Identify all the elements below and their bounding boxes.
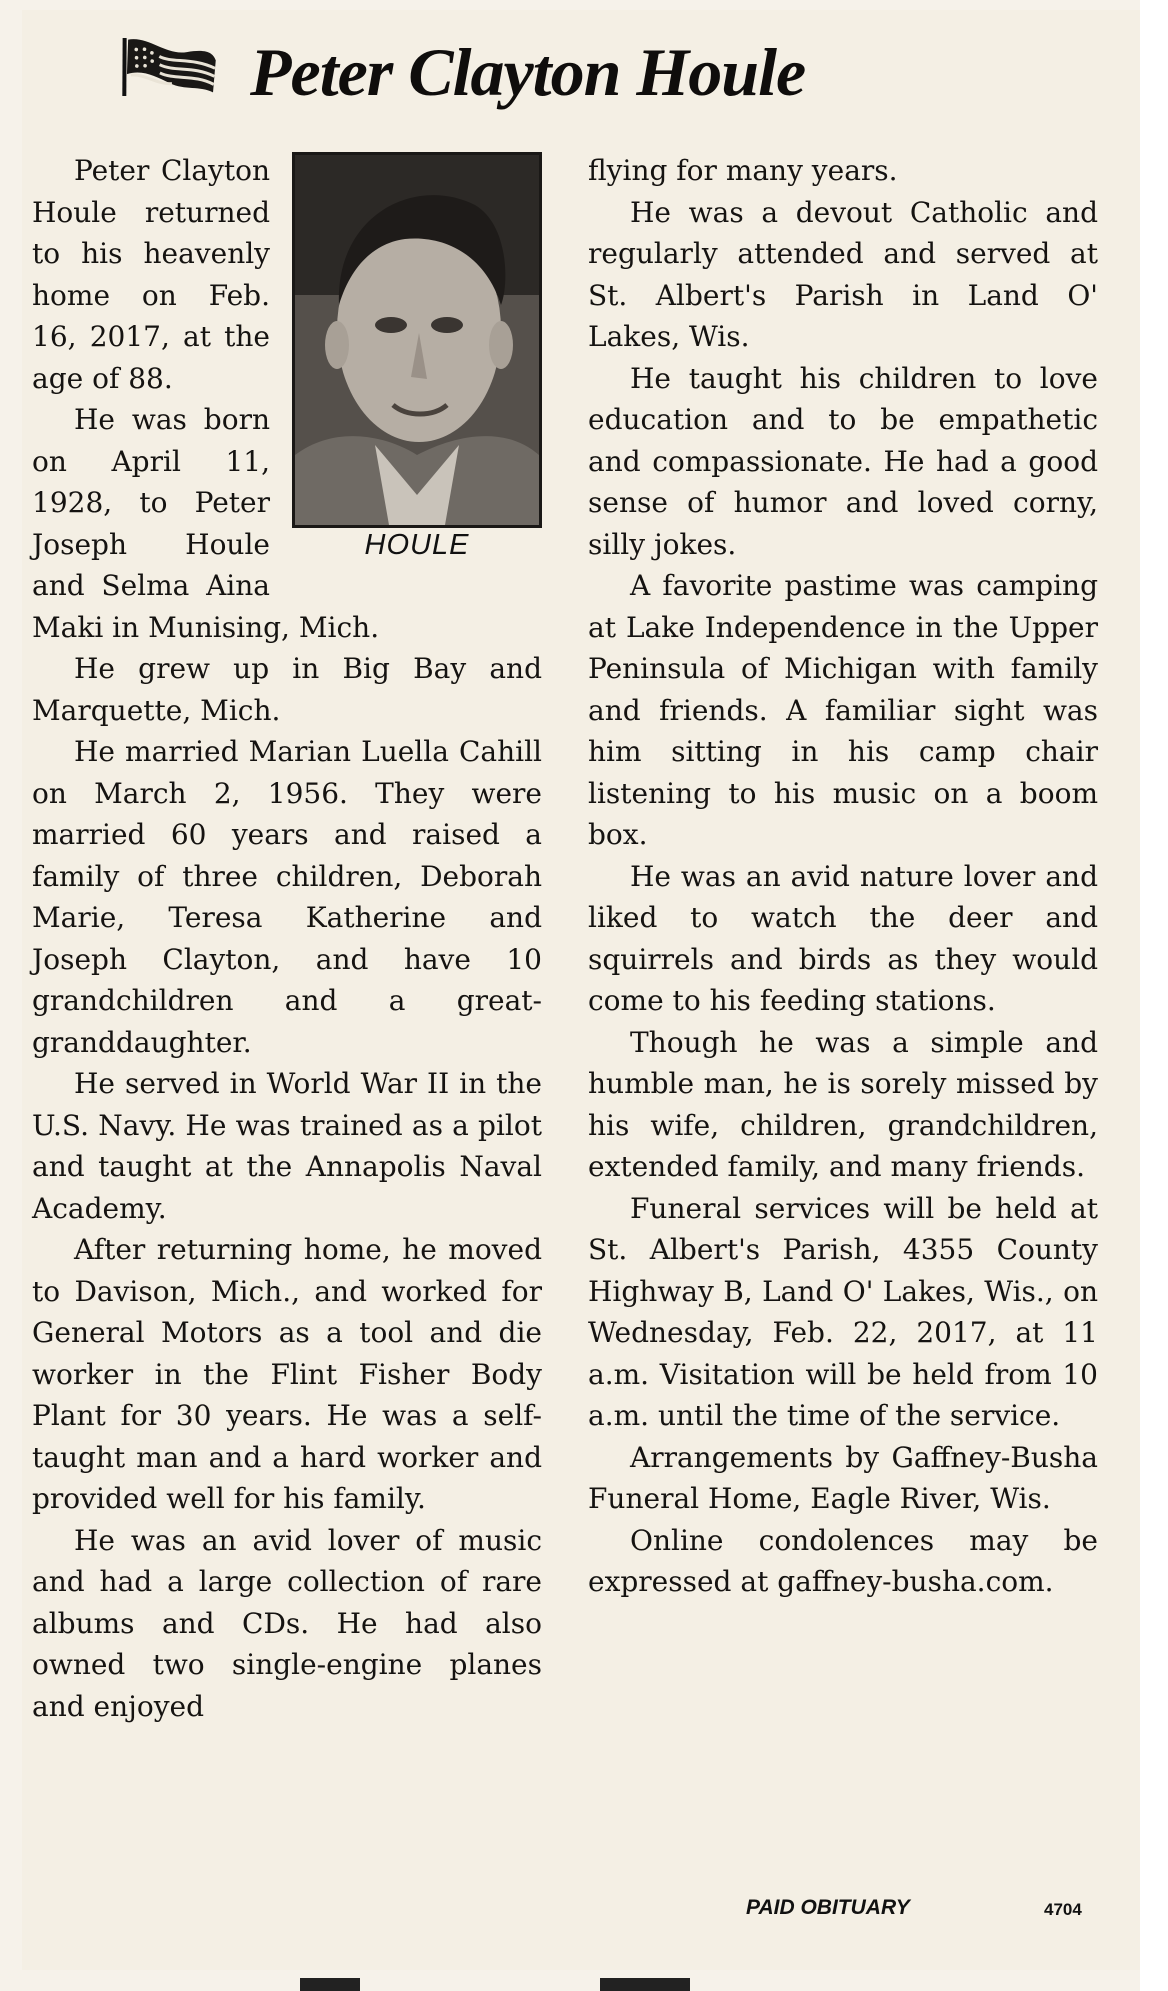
- obituary-header: [100, 30, 1000, 114]
- portrait-block: [292, 152, 542, 562]
- paragraph: Arrangements by Gaffney-Busha Funeral Home, Eagle River, Wis.: [588, 1440, 1098, 1515]
- text-fragment: [600, 1978, 690, 1991]
- paragraph: He was an avid lover of music and had a large collection of rare albums and CDs. He had also owned two single-engine planes and enjoyed: [32, 1523, 542, 1723]
- paragraph: He grew up in Big Bay and Marquette, Mich.: [32, 652, 542, 727]
- paragraph: He served in World War II in the U.S. Navy. He was trained as a pilot and taught at the Annapolis Naval Academy.: [32, 1067, 542, 1225]
- paid-obituary-label: PAID OBITUARY: [746, 1896, 910, 1919]
- scan-margin: [1140, 0, 1168, 1991]
- next-article-fragment: [270, 1978, 700, 1991]
- paragraph: Online condolences may be expressed at gaffney-busha.com.: [588, 1523, 1098, 1598]
- paragraph: A favorite pastime was camping at Lake Independence in the Upper Peninsula of Michigan with family and friends. A familiar sight was him sitting in his camp chair listening to his music on a boom box.: [588, 569, 1098, 851]
- paragraph: He taught his children to love education and to be empathetic and compassionate. He had a good sense of humor and loved corny, silly jokes.: [588, 361, 1098, 561]
- ad-code: 4704: [1044, 1900, 1082, 1919]
- right-column: [588, 150, 1098, 1603]
- paragraph: He married Marian Luella Cahill on March 2, 1956. They were married 60 years and raised a family of three children, Deborah Marie, Teresa Katherine and Joseph Clayton, and have 10 grandchildren and a great-granddaughter.: [32, 735, 542, 1059]
- obituary-title: Peter Clayton Houle: [250, 34, 806, 110]
- paragraph: Peter Clayton Houle returned to his heavenly home on Feb. 16, 2017, at the age of 88.: [32, 154, 270, 395]
- paragraph: Funeral services will be held at St. Albert's Parish, 4355 County Highway B, Land O' Lakes, Wis., on Wednesday, Feb. 22, 2017, at 11 a.m. Visitation will be held from 10 a.m. until the time of the service.: [588, 1191, 1098, 1432]
- text-fragment: [300, 1978, 360, 1991]
- paragraph: After returning home, he moved to Davison, Mich., and worked for General Motors as a tool and die worker in the Flint Fisher Body Plant for 30 years. He was a self-taught man and a hard worker and provided well for his family.: [32, 1233, 542, 1515]
- paragraph: He was born on April 11, 1928, to Peter Joseph Houle and Selma Aina Maki in Munising, Mich.: [32, 403, 380, 644]
- portrait-photo: [292, 152, 542, 528]
- paragraph: Though he was a simple and humble man, he is sorely missed by his wife, children, grandchildren, extended family, and many friends.: [588, 1025, 1098, 1183]
- paragraph: He was an avid nature lover and liked to watch the deer and squirrels and birds as they would come to his feeding stations.: [588, 859, 1098, 1017]
- paragraph: He was a devout Catholic and regularly attended and served at St. Albert's Parish in Land O' Lakes, Wis.: [588, 195, 1098, 353]
- american-flag-icon: [112, 38, 218, 108]
- left-column: [32, 150, 542, 1727]
- photo-caption: HOULE: [364, 529, 470, 561]
- paragraph-continuation: flying for many years.: [588, 154, 898, 187]
